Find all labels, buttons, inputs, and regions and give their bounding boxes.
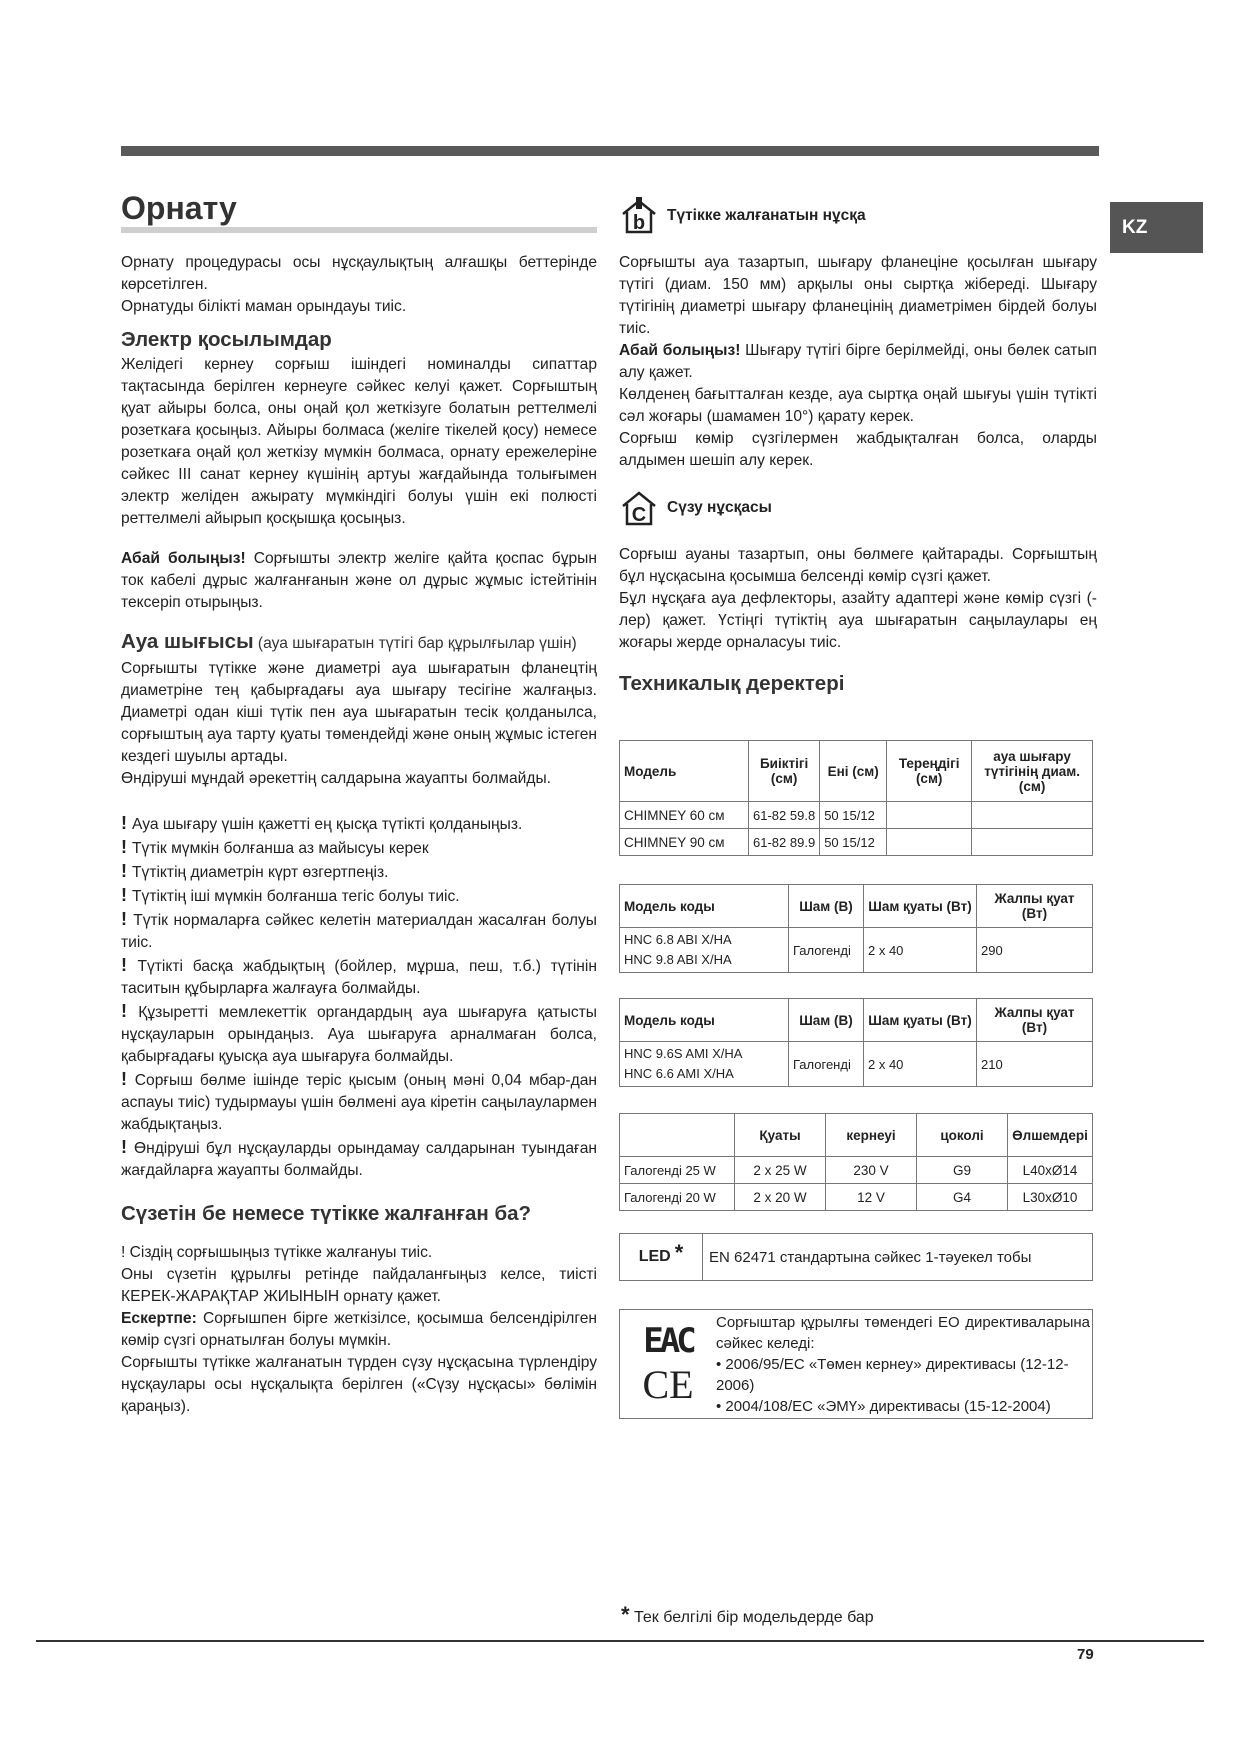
table-cell: 50 15/12	[820, 802, 887, 829]
lamp-table-1	[619, 884, 1093, 973]
table-cell: 2 x 40	[864, 928, 977, 973]
ce-mark-icon: CE	[642, 1362, 694, 1407]
list-item: ! Сорғыш бөлме ішінде теріс қысым (оның мәні 0,04 мбар-дан аспауы тиіс) тудырмауы үшін бөлмені ауа кіретін саңылаулармен жабдықтаңыз.	[121, 1069, 597, 1133]
air-outlet-paragraph-1: Сорғышты түтікке және диаметрі ауа шығаратын фланецтің диаметріне тең қабырғадағы ауа шығару тесігіне жалғаңыз. Диаметрі одан кіші түтік пен ауа шығаратын тесік қолданылса, сорғыштың ауа тарту қуаты төмендейді және оның жұмыс істеген кездегі шуылы артады.	[121, 660, 597, 765]
language-tab: KZ	[1110, 202, 1203, 253]
eac-mark-icon: EAC	[643, 1321, 693, 1361]
table-row	[620, 1157, 1093, 1184]
left-column	[121, 190, 597, 1418]
filter-paragraph-2: Оны сүзетін құрылғы ретінде пайдаланғыңыз келсе, тиісті КЕРЕК-ЖАРАҚТАР ЖИЫНЫН орнату қажет.	[121, 1266, 597, 1305]
col-header: Шам (В)	[789, 885, 864, 928]
filter-paragraph-1: ! Сіздің сорғышыңыз түтікке жалғануы тиіс.	[121, 1244, 433, 1261]
page-title-block	[121, 190, 597, 234]
filter-note	[121, 1308, 597, 1352]
right-column	[619, 196, 1097, 698]
table-cell: CHIMNEY 90 см	[620, 829, 749, 856]
svg-text:b: b	[632, 212, 646, 234]
duct-warning-text: Шығару түтігі бірге берілмейді, оны бөлек сатып алу қажет.	[619, 342, 1097, 381]
electrical-heading: Электр қосылымдар	[121, 328, 332, 351]
air-outlet-heading	[121, 628, 597, 658]
duct-warning-label: Абай болыңыз!	[619, 342, 741, 359]
note-label: Ескертпе:	[121, 1310, 197, 1327]
col-header: ауа шығару түтігінің диам. (см)	[972, 741, 1093, 802]
dimensions-table	[619, 740, 1093, 856]
led-risk-box	[619, 1233, 1093, 1281]
led-label-cell	[620, 1234, 703, 1280]
table-cell: 61-82 59.8	[749, 802, 820, 829]
filter-version-paragraph-1: Сорғыш ауаны тазартып, оны бөлмеге қайтарады. Сорғыштың бұл нұсқасына қосымша белсенді көмір сүзгі қажет.	[619, 546, 1097, 585]
air-outlet-paragraph-2: Өндіруші мұндай әрекеттің салдарына жауапты болмайды.	[121, 770, 552, 787]
air-outlet-heading-main: Ауа шығысы	[121, 630, 254, 653]
table-cell: 230 V	[826, 1157, 917, 1184]
filter-paragraph-3: Сорғышты түтікке жалғанатын түрден сүзу нұсқасына түрлендіру нұсқаулары осы нұсқалықта берілген («Сүзу нұсқасы» бөлімін қараңыз).	[121, 1354, 597, 1415]
table-cell: 290	[977, 928, 1093, 973]
table-cell: Галогенді 25 W	[620, 1157, 735, 1184]
warning-list	[121, 812, 597, 1182]
table-header-row	[620, 741, 1093, 802]
list-item: ! Өндіруші бұл нұсқауларды орындамау салдарынан туындаған жағдайларға жауапты болмайды.	[121, 1137, 597, 1179]
col-header: Шам қуаты (Вт)	[864, 999, 977, 1042]
col-header: Шам (В)	[789, 999, 864, 1042]
list-item: ! Түтік мүмкін болғанша аз майысуы керек	[121, 837, 429, 857]
list-item: ! Түтіктің іші мүмкін болғанша тегіс болуы тиіс.	[121, 885, 460, 905]
table-row	[620, 829, 1093, 856]
conformity-box	[619, 1309, 1093, 1419]
table-cell: Галогенді	[789, 1042, 864, 1087]
duct-version-title: Түтікке жалғанатын нұсқа	[667, 207, 866, 224]
conformity-intro: Сорғыштар құрылғы төмендегі ЕО директиваларына сәйкес келеді:	[716, 1314, 1090, 1352]
note-text: Сорғышпен бірге жеткізілсе, қосымша белсендірілген көмір сүзгі орнатылған болуы мүмкін.	[121, 1310, 597, 1349]
list-item: ! Түтікті басқа жабдықтың (бойлер, мұрша, пеш, т.б.) түтінін таситын құбырларға жалғауға болмайды.	[121, 955, 597, 997]
duct-paragraph-1: Сорғышты ауа тазартып, шығару фланеціне қосылған шығару түтігі (диам. 150 мм) арқылы оны сыртқа жібереді. Шығару түтігінің диаметрі шығару фланецінің диаметрімен бірдей болуы тиіс.	[619, 254, 1097, 337]
list-item: ! Түтік нормаларға сәйкес келетін материалдан жасалған болуы тиіс.	[121, 909, 598, 951]
col-header: Модель коды	[620, 885, 789, 928]
electrical-warning	[121, 548, 597, 614]
filter-version-title: Сүзу нұсқасы	[667, 499, 772, 516]
table-cell: L30xØ10	[1008, 1184, 1093, 1211]
tech-data-heading: Техникалық деректері	[619, 672, 845, 695]
col-header: Тереңдігі (см)	[887, 741, 972, 802]
col-header: Ені (см)	[820, 741, 887, 802]
table-header-row	[620, 999, 1093, 1042]
intro-paragraph-2: Орнатуды білікті маман орындауы тиіс.	[121, 298, 407, 315]
duct-warning	[619, 340, 1097, 384]
duct-paragraph-3: Сорғыш көмір сүзгілермен жабдықталған болса, оларды алдымен шешіп алу керек.	[619, 430, 1097, 469]
col-header: Модель коды	[620, 999, 789, 1042]
title-underline	[121, 227, 597, 233]
col-header: Биіктігі (см)	[749, 741, 820, 802]
bulb-table	[619, 1113, 1093, 1211]
table-cell: G9	[917, 1157, 1008, 1184]
led-asterisk: *	[674, 1240, 684, 1265]
col-header: Өлшемдері	[1008, 1114, 1093, 1157]
duct-version-heading	[619, 196, 1097, 236]
certification-marks	[620, 1310, 716, 1418]
conformity-text	[716, 1310, 1092, 1418]
table-cell: 2 x 20 W	[735, 1184, 826, 1211]
filter-or-duct-heading: Сүзетін бе немесе түтікке жалғанған ба?	[121, 1202, 532, 1225]
col-header: Жалпы қуат (Вт)	[977, 999, 1093, 1042]
table-header-row	[620, 885, 1093, 928]
led-label: LED	[638, 1248, 671, 1265]
filter-version-paragraph-2: Бұл нұсқаға ауа дефлекторы, азайту адаптері және көмір сүзгі (-лер) қажет. Үстіңгі түтіктің ауа шығаратын саңылаулары ең жоғары жерде орналасуы тиіс.	[619, 590, 1097, 651]
duct-version-icon	[619, 196, 659, 236]
table-cell: 61-82 89.9	[749, 829, 820, 856]
col-header: Модель	[620, 741, 749, 802]
table-cell: HNC 6.8 ABI X/HA HNC 9.8 ABI X/HA	[620, 928, 789, 973]
air-outlet-heading-note: (ауа шығаратын түтігі бар құрылғылар үшін)	[253, 635, 577, 652]
filter-version-icon	[619, 488, 659, 528]
electrical-paragraph: Желідегі кернеу сорғыш ішіндегі номиналды сипаттар тақтасында берілген кернеуге сәйкес келуі қажет. Сорғыштың қуат айыры болса, оны оңай қол жеткізуге болатын реттелмелі розеткаға қосыңыз. Айыры болмаса (желіге тікелей қосу) немесе розеткаға оңай қол жеткізу мүмкін болмаса, орнату ережелеріне сәйкес III санат кернеу күшінің артуы жағдайында толығымен электр желіден ажырату мүмкіндігі болуы үшін екі полюсті реттелмелі айырып қосқышқа қосыңыз.	[121, 356, 597, 527]
col-header: Қуаты	[735, 1114, 826, 1157]
led-risk-text: EN 62471 стандартына сәйкес 1-тәуекел тобы	[709, 1248, 1032, 1266]
col-header	[620, 1114, 735, 1157]
top-rule	[121, 146, 1099, 156]
table-cell: 50 15/12	[820, 829, 887, 856]
warning-text: Сорғышты электр желіге қайта қоспас бұрын ток кабелі дұрыс жалғанғанын және ол дұрыс жұмыс істейтінін тексеріп отырыңыз.	[121, 550, 597, 611]
table-cell: G4	[917, 1184, 1008, 1211]
table-row	[620, 1042, 1093, 1087]
footnote-asterisk: *	[621, 1602, 630, 1627]
intro-paragraph-1: Орнату процедурасы осы нұсқаулықтың алғашқы беттерінде көрсетілген.	[121, 254, 597, 293]
table-row	[620, 1184, 1093, 1211]
table-header-row	[620, 1114, 1093, 1157]
table-cell: HNC 9.6S AMI X/HA HNC 6.6 AMI X/HA	[620, 1042, 789, 1087]
directive-item: • 2006/95/EC «Төмен кернеу» директивасы (12-12-2006)	[716, 1356, 1069, 1394]
table-cell: 12 V	[826, 1184, 917, 1211]
duct-paragraph-2: Көлденең бағытталған кезде, ауа сыртқа оңай шығуы үшін түтікті сәл жоғары (шамамен 10°) қарату керек.	[619, 386, 1097, 425]
table-cell	[887, 829, 972, 856]
footnote	[621, 1602, 874, 1628]
table-cell	[972, 829, 1093, 856]
table-row	[620, 928, 1093, 973]
col-header: Жалпы қуат (Вт)	[977, 885, 1093, 928]
list-item: ! Түтіктің диаметрін күрт өзгертпеңіз.	[121, 861, 389, 881]
table-cell: L40xØ14	[1008, 1157, 1093, 1184]
col-header: цоколі	[917, 1114, 1008, 1157]
list-item: ! Құзыретті мемлекеттік органдардың ауа шығаруға қатысты нұсқауларын орындаңыз. Ауа шығаруға арналмаған болса, қабырғадағы қуысқа ауа шығаруға болмайды.	[121, 1001, 597, 1065]
page-title: Орнату	[121, 190, 237, 226]
footnote-text: Тек белгілі бір модельдерде бар	[634, 1609, 874, 1626]
lamp-table-2	[619, 998, 1093, 1087]
table-cell	[972, 802, 1093, 829]
page-number: 79	[1077, 1646, 1094, 1663]
col-header: кернеуі	[826, 1114, 917, 1157]
table-cell: 210	[977, 1042, 1093, 1087]
col-header: Шам қуаты (Вт)	[864, 885, 977, 928]
table-cell: Галогенді	[789, 928, 864, 973]
table-cell: 2 x 40	[864, 1042, 977, 1087]
svg-text:C: C	[631, 504, 647, 526]
warning-label: Абай болыңыз!	[121, 550, 246, 567]
table-cell: Галогенді 20 W	[620, 1184, 735, 1211]
filter-version-heading	[619, 488, 1097, 528]
table-row	[620, 802, 1093, 829]
bottom-rule	[36, 1640, 1204, 1642]
table-cell: 2 x 25 W	[735, 1157, 826, 1184]
table-cell: CHIMNEY 60 см	[620, 802, 749, 829]
table-cell	[887, 802, 972, 829]
directive-item: • 2004/108/EC «ЭМҮ» директивасы (15-12-2004)	[716, 1398, 1051, 1415]
list-item: ! Ауа шығару үшін қажетті ең қысқа түтікті қолданыңыз.	[121, 813, 523, 833]
